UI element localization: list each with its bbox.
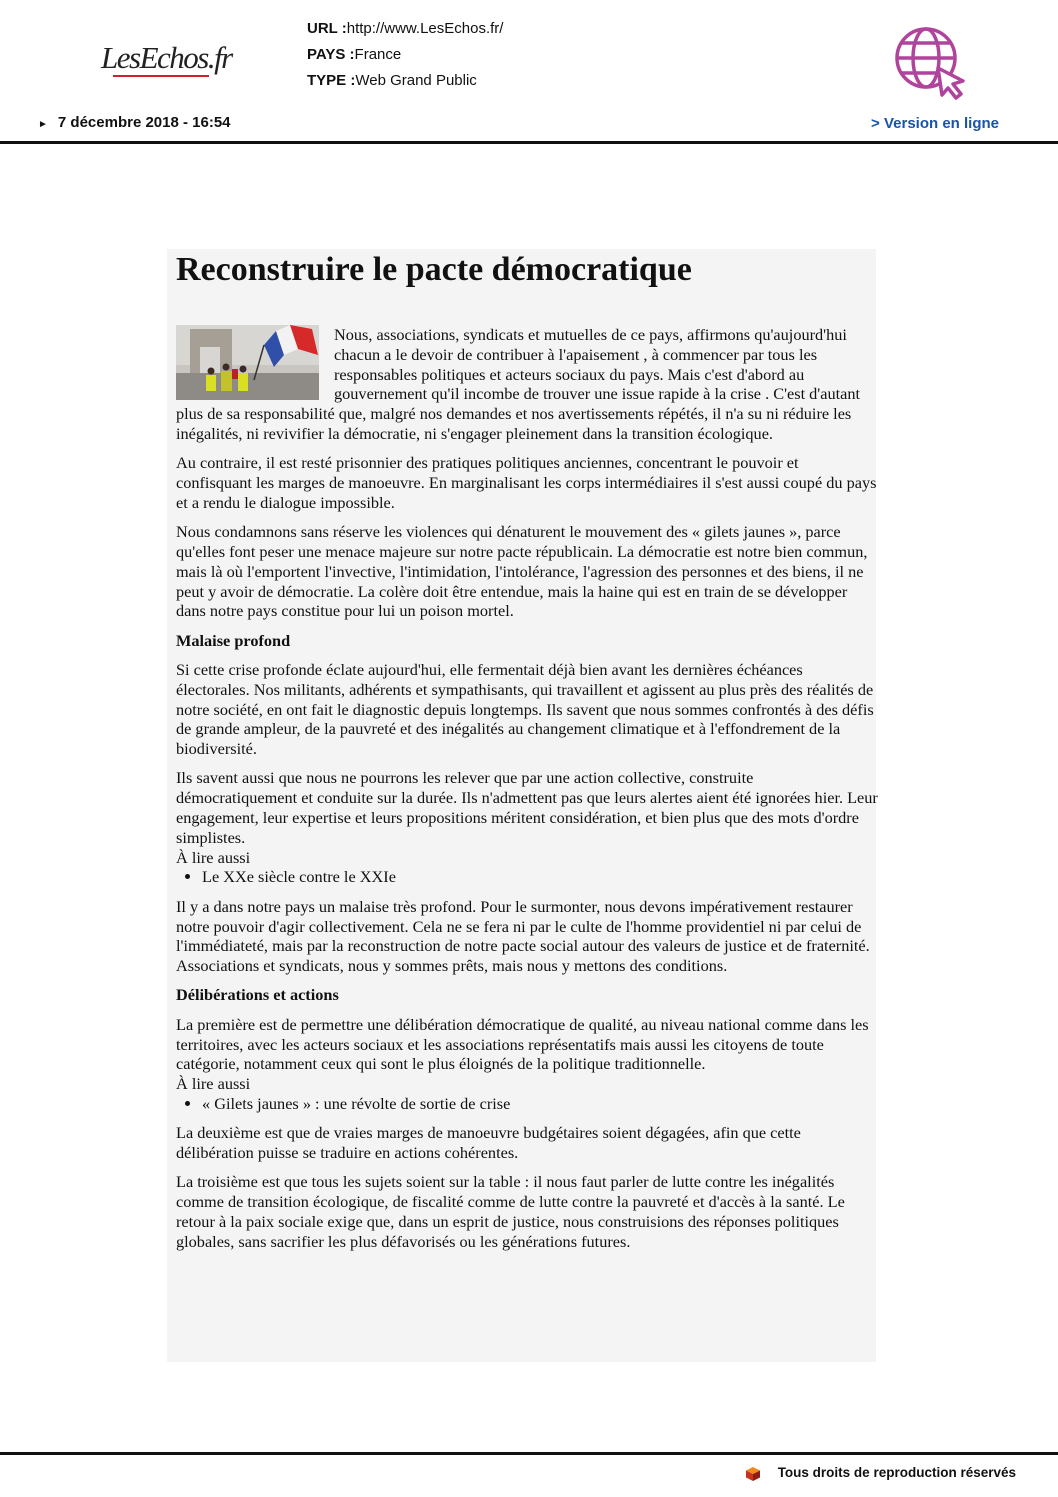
subheading-deliberations: Délibérations et actions (176, 985, 339, 1005)
paragraph-6: Il y a dans notre pays un malaise très profond. Pour le surmonter, nous devons impérativement restaurer notre pouvoir d'agir collectivement. Cela ne se fera ni par le culte de l'homme providentiel ni par celui de l'immédiateté, mais par la reconstruction de notre pacte social autour des valeurs de justice et de fraternité. Associations et syndicats, nous y sommes prêts, mais nous y mettons des conditions. (176, 896, 870, 976)
protest-photo-illustration (176, 325, 319, 400)
read-also-list-1 (176, 867, 878, 887)
country-value: France (354, 46, 402, 63)
article-title: Reconstruire le pacte démocratique (176, 251, 692, 288)
read-also-label-1: À lire aussi (176, 847, 251, 867)
globe-cursor-icon (893, 25, 968, 100)
read-also-link-2[interactable]: • « Gilets jaunes » : une révolte de sortie de crise (202, 1094, 878, 1114)
header-divider (0, 141, 1058, 144)
country-row (307, 42, 503, 68)
paragraph-2: Au contraire, il est resté prisonnier des pratiques politiques anciennes, concentrant le pouvoir et confisquant les marges de manoeuvre. En marginalisant les corps intermédiaires il s'est aussi coupé du pays et a rendu le dialogue impossible. (176, 453, 877, 512)
type-value: Web Grand Public (355, 72, 477, 89)
publication-date (38, 114, 231, 131)
read-also-label-2: À lire aussi (176, 1074, 251, 1094)
paragraph-4: Si cette crise profonde éclate aujourd'hui, elle fermentait déjà bien avant les dernières échéances électorales. Nos militants, adhérents et sympathisants, qui travaillent et agissent au plus près des réalités de notre société, en ont fait le diagnostic depuis longtemps. Ils savent que nous sommes confrontés à des défis de grande ampleur, de la pauvreté et des inégalités au changement climatique et à l'effondrement de la biodiversité. (176, 659, 874, 759)
logo-underline (113, 75, 209, 77)
cube-icon (745, 1466, 761, 1482)
rights-text: Tous droits de reproduction réservés (777, 1465, 1016, 1480)
url-value[interactable]: http://www.LesEchos.fr/ (346, 20, 504, 37)
subheading-malaise-profond: Malaise profond (176, 630, 291, 650)
triangle-arrow-icon: ► (38, 119, 48, 130)
type-row (307, 68, 503, 94)
footer-divider (0, 1452, 1058, 1455)
source-meta (307, 16, 503, 94)
paragraph-7: La première est de permettre une délibération démocratique de qualité, au niveau national comme dans les territoires, avec les acteurs sociaux et les associations représentatifs mais aussi les citoyens de toute catégorie, notamment ceux qui sont le plus éloignés de la politique traditionnelle. (176, 1014, 869, 1074)
paragraph-5: Ils savent aussi que nous ne pourrons les relever que par une action collective, construite démocratiquement et conduite sur la durée. Ils n'admettent pas que leurs alertes aient été ignorées hier. Leur engagement, leur expertise et leurs propositions méritent considération, et bien plus que des mots d'ordre simplistes. (176, 768, 878, 847)
read-also-link-1[interactable]: • Le XXe siècle contre le XXIe (202, 867, 878, 887)
article-panel (167, 249, 876, 1362)
url-row (307, 16, 503, 42)
url-label: URL : (307, 20, 347, 37)
read-also-list-2 (176, 1094, 878, 1114)
article-photo (176, 325, 319, 400)
type-label: TYPE : (307, 72, 356, 89)
lesechos-logo: LesEchos.fr (101, 40, 232, 75)
online-version-link[interactable]: > Version en ligne (871, 115, 999, 132)
date-text: 7 décembre 2018 - 16:54 (57, 114, 231, 131)
paragraph-8: La deuxième est que de vraies marges de manoeuvre budgétaires soient dégagées, afin que cette délibération puisse se traduire en actions cohérentes. (176, 1123, 801, 1162)
article-body (176, 325, 878, 1261)
paragraph-9: La troisième est que tous les sujets soient sur la table : il nous faut parler de lutte contre les inégalités comme de transition écologique, de fiscalité comme de lutte contre la pauvreté et d'accès à la santé. Le retour à la paix sociale exige que, dans un esprit de justice, nous construisions des réponses politiques globales, sans sacrifier les plus défavorisés ou les générations futures. (176, 1172, 845, 1251)
paragraph-3: Nous condamnons sans réserve les violences qui dénaturent le mouvement des « gilets jaunes », parce qu'elles font peser une menace majeure sur notre pacte républicain. La démocratie est notre bien commun, mais là où l'emportent l'invective, l'intimidation, l'intolérance, l'agression des personnes et des biens, il ne peut y avoir de démocratie. La colère doit être entendue, mais la haine qui est en train de se développer dans notre pays constitue pour lui un poison mortel. (176, 522, 868, 621)
footer-rights (778, 1465, 1016, 1480)
country-label: PAYS : (307, 46, 355, 63)
paragraph-1: Nous, associations, syndicats et mutuelles de ce pays, affirmons qu'aujourd'hui chacun a le devoir de contribuer à l'apaisement , à commencer par tous les responsables politiques et acteurs sociaux du pays. Mais c'est d'abord au gouvernement qu'il incombe de trouver une issue rapide à la crise . C'est d'autant plus de sa responsabilité que, malgré nos demandes et nos avertissements répétés, il n'a su ni réduire les inégalités, ni revivifier la démocratie, ni s'engager pleinement dans la transition écologique. (176, 325, 861, 443)
